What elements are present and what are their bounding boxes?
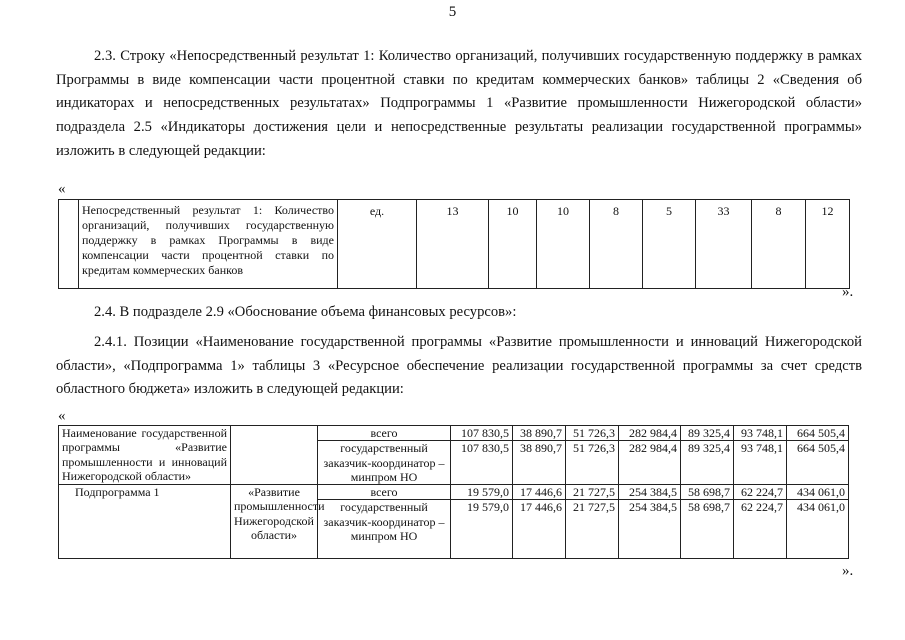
paragraph-2-4	[56, 301, 862, 325]
indicator-name: Непосредственный результат 1: Количество организаций, получивших государственную поддержку в рамках Программы в виде компенсации части процентной ставки по кредитам коммерческих банков	[79, 200, 338, 289]
value-cell: 21 727,5	[566, 500, 619, 559]
paragraph-2-4-text: 2.4. В подразделе 2.9 «Обоснование объема финансовых ресурсов»:	[94, 304, 517, 320]
value-cell: 93 748,1	[734, 426, 787, 441]
value-cell: 17 446,6	[513, 485, 566, 500]
value-cell: 51 726,3	[566, 441, 619, 485]
quote-open-1: «	[58, 181, 66, 197]
row-label-customer: государственный заказчик-координатор – минпром НО	[318, 500, 451, 559]
quote-close-2: ».	[842, 563, 854, 579]
subprogram-label: Подпрограмма 1	[59, 485, 231, 559]
value-cell: 254 384,5	[619, 500, 681, 559]
indicator-value: 8	[752, 200, 806, 289]
row-label-total: всего	[318, 426, 451, 441]
quote-open-2: «	[58, 408, 66, 424]
value-cell: 664 505,4	[787, 426, 849, 441]
value-cell: 89 325,4	[681, 441, 734, 485]
value-cell: 51 726,3	[566, 426, 619, 441]
value-cell: 254 384,5	[619, 485, 681, 500]
indicator-value: 13	[417, 200, 489, 289]
paragraph-2-3-text: 2.3. Строку «Непосредственный результат 1: Количество организаций, получивших государственную поддержку в рамках Программы в виде компенсации части процентной ставки по кредитам коммерческих банков» таблицы 2 «Сведения об индикаторах и непосредственных результатах» Подпрограммы 1 «Развитие промышленности Нижегородской области» подраздела 2.5 «Индикаторы достижения цели и непосредственные результаты реализации государственной программы» изложить в следующей редакции:	[56, 48, 862, 159]
indicator-value: 8	[590, 200, 643, 289]
value-cell: 93 748,1	[734, 441, 787, 485]
value-cell: 62 224,7	[734, 485, 787, 500]
paragraph-2-4-1-text: 2.4.1. Позиции «Наименование государственной программы «Развитие промышленности и инноваций Нижегородской области», «Подпрограмма 1» таблицы 3 «Ресурсное обеспечение реализации государственной программы за счет средств областного бюджета» изложить в следующей редакции:	[56, 334, 862, 398]
value-cell: 434 061,0	[787, 500, 849, 559]
row-label-total: всего	[318, 485, 451, 500]
value-cell: 62 224,7	[734, 500, 787, 559]
value-cell: 89 325,4	[681, 426, 734, 441]
program-name: Наименование государственной программы «Развитие промышленности и инноваций Нижегородской области»	[59, 426, 231, 485]
value-cell: 58 698,7	[681, 500, 734, 559]
value-cell: 107 830,5	[451, 426, 513, 441]
row-label-customer: государственный заказчик-координатор – минпром НО	[318, 441, 451, 485]
value-cell: 664 505,4	[787, 441, 849, 485]
subprogram-title: «Развитие промышленности Нижегородской области»	[231, 485, 318, 559]
table-cell-empty	[59, 200, 79, 289]
indicator-value: 5	[643, 200, 696, 289]
value-cell: 107 830,5	[451, 441, 513, 485]
value-cell: 434 061,0	[787, 485, 849, 500]
table-row	[59, 200, 850, 289]
value-cell: 17 446,6	[513, 500, 566, 559]
indicator-value: 10	[537, 200, 590, 289]
indicator-value: 10	[489, 200, 537, 289]
table-row	[59, 426, 849, 441]
paragraph-2-3	[56, 45, 862, 164]
quote-close-1: ».	[842, 284, 854, 300]
table-row	[59, 485, 849, 500]
value-cell: 21 727,5	[566, 485, 619, 500]
page-number: 5	[448, 4, 457, 20]
indicator-value: 33	[696, 200, 752, 289]
indicator-value: 12	[806, 200, 850, 289]
indicator-unit: ед.	[338, 200, 417, 289]
value-cell: 38 890,7	[513, 426, 566, 441]
table-cell-empty	[231, 426, 318, 485]
value-cell: 58 698,7	[681, 485, 734, 500]
value-cell: 282 984,4	[619, 426, 681, 441]
value-cell: 19 579,0	[451, 485, 513, 500]
value-cell: 19 579,0	[451, 500, 513, 559]
paragraph-2-4-1	[56, 331, 862, 402]
value-cell: 282 984,4	[619, 441, 681, 485]
indicator-table	[58, 199, 850, 289]
value-cell: 38 890,7	[513, 441, 566, 485]
resource-table	[58, 425, 849, 559]
